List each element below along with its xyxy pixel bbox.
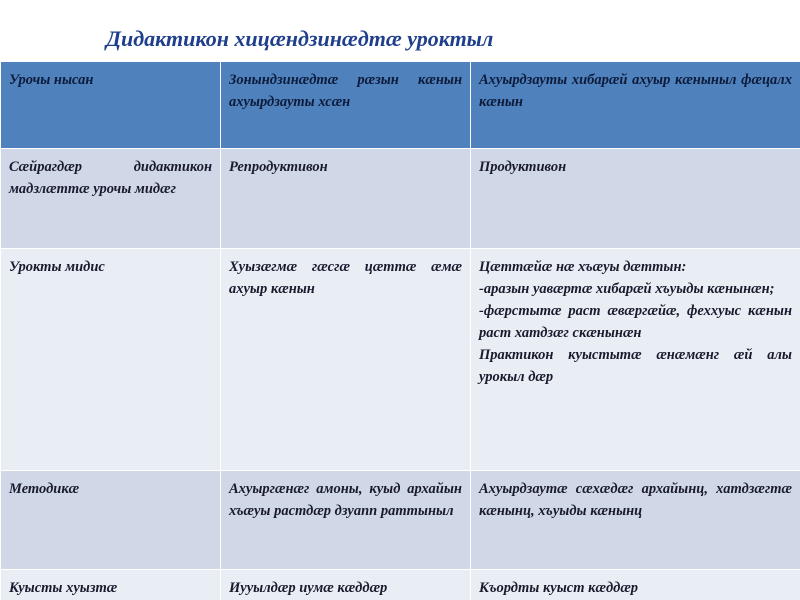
header-cell-productive-goal: Ахуырдзауты хибарæй ахуыр кæныныл фæцалх кæнын — [471, 62, 800, 149]
row-label-cell: Куысты хуызтæ — [1, 570, 221, 600]
cell-line: Продуктивон — [479, 159, 567, 175]
productive-cell — [471, 570, 800, 600]
reproductive-cell: Репродуктивон — [221, 149, 471, 249]
table-row — [1, 471, 800, 570]
table-row — [1, 149, 800, 249]
row-label-cell: Сæйрагдæр дидактикон мадзлæттæ урочы мидæг — [1, 149, 221, 249]
row-label-cell: Методикæ — [1, 471, 221, 570]
row-label-cell: Урокты мидис — [1, 249, 221, 471]
cell-line: Цæттæйæ нæ хъæуы дæттын: — [479, 259, 687, 275]
header-cell-reproductive-goal: Зонындзинæдтæ рæзын кæнын ахуырдзауты хсæн — [221, 62, 471, 149]
slide-title: Дидактикон хицæндзинæдтæ уроктыл — [106, 26, 494, 51]
productive-cell — [471, 249, 800, 471]
cell-line: Ахуырдзаутæ сæхæдæг архайынц, хатдзæгтæ кæнынц, хъуыды кæнынц — [479, 481, 792, 519]
table-row — [1, 570, 800, 600]
table-header-row — [1, 62, 800, 149]
cell-line: Къордты куыст кæддæр — [479, 580, 639, 596]
didactic-table — [0, 61, 800, 600]
reproductive-cell: Иууылдæр иумæ кæддæр — [221, 570, 471, 600]
table-row — [1, 249, 800, 471]
cell-line: -аразын уавæртæ хибарæй хъуыды кæнынæн; — [479, 281, 775, 297]
cell-line: -фæрстытæ раст æвæргæйæ, феххуыс кæнын раст хатдзæг скæнынæн — [479, 303, 792, 341]
productive-cell — [471, 149, 800, 249]
reproductive-cell: Ахуыргæнæг амоны, куыд архайын хъæуы растдæр дзуапп раттыныл — [221, 471, 471, 570]
cell-line: Практикон куыстытæ æнæмæнг æй алы урокыл дæр — [479, 347, 792, 385]
productive-cell — [471, 471, 800, 570]
header-cell-lesson-goal: Урочы нысан — [1, 62, 221, 149]
reproductive-cell: Хуызæгмæ гæсгæ цæттæ æмæ ахуыр кæнын — [221, 249, 471, 471]
